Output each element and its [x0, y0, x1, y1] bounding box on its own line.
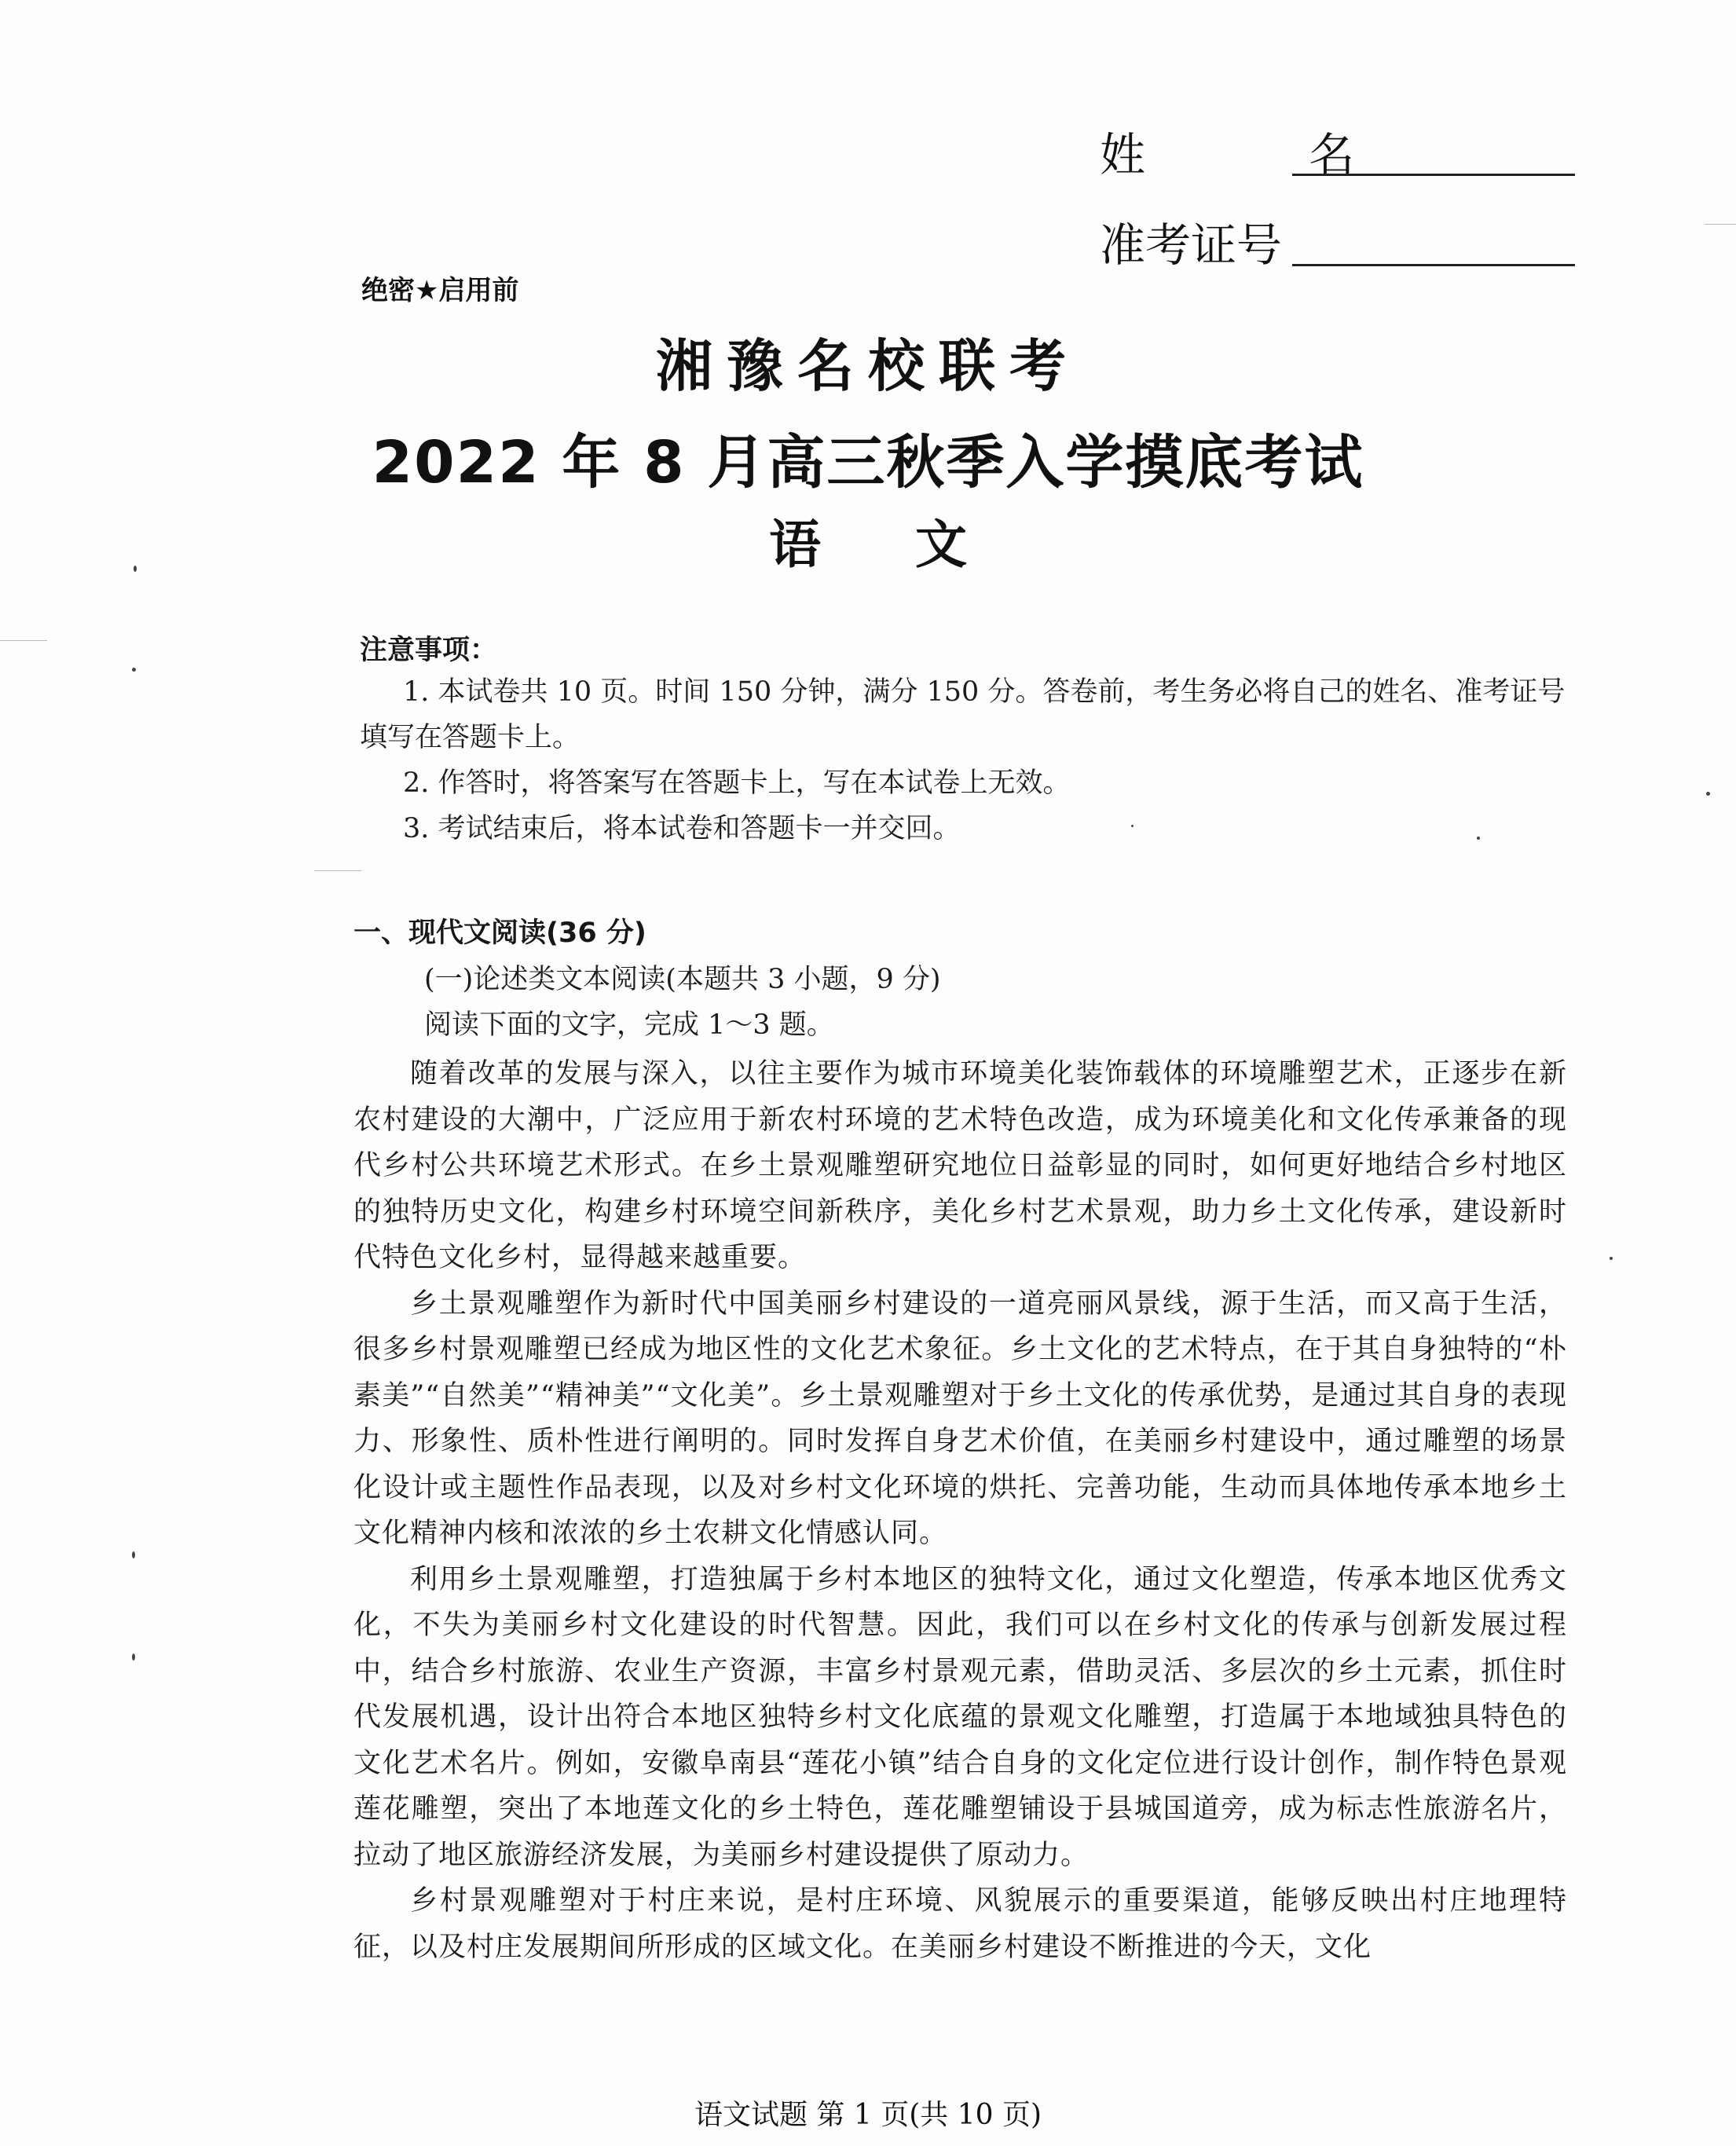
page-footer: 语文试题 第 1 页(共 10 页) — [694, 2099, 1042, 2131]
name-label: 姓 名 — [1100, 128, 1430, 181]
scan-speck — [1706, 792, 1710, 796]
scan-speck — [1610, 1257, 1613, 1260]
passage-paragraph: 随着改革的发展与深入，以往主要作为城市环境美化装饰载体的环境雕塑艺术，正逐步在新农村建设的大潮中，广泛应用于新农村环境的艺术特色改造，成为环境美化和文化传承兼备的现代乡村公共环境艺术形式。在乡土景观雕塑研究地位日益彰显的同时，如何更好地结合乡村地区的独特历史文化，构建乡村环境空间新秩序，美化乡村艺术景观，助力乡土文化传承，建设新时代特色文化乡村，显得越来越重要。 — [353, 1058, 1567, 1273]
note-item: 3. 考试结束后，将本试卷和答题卡一并交回。 — [403, 813, 961, 844]
scan-speck — [132, 1653, 135, 1661]
exam-title: 2022 年 8 月高三秋季入学摸底考试 — [372, 429, 1364, 496]
confidential-mark: 绝密★启用前 — [361, 275, 519, 306]
subject-title: 语文 — [769, 515, 1061, 575]
section-subheadings — [424, 957, 941, 1048]
exam-id-field — [1100, 208, 1575, 274]
exam-union-title: 湘豫名校联考 — [655, 333, 1080, 399]
notes-list — [360, 669, 1569, 851]
reading-instruction: 阅读下面的文字，完成 1～3 题。 — [424, 1009, 834, 1041]
notes-heading: 注意事项： — [360, 635, 498, 666]
name-field — [1100, 118, 1575, 184]
section-heading: 一、现代文阅读(36 分) — [353, 917, 646, 949]
scan-speck — [1477, 837, 1480, 840]
scan-speck — [132, 668, 136, 672]
sub-heading: (一)论述类文本阅读(本题共 3 小题，9 分) — [424, 964, 941, 995]
scan-edge-mark — [0, 640, 47, 641]
exam-id-blank-line — [1292, 264, 1575, 266]
scan-speck — [1131, 825, 1134, 827]
passage-paragraph: 乡村景观雕塑对于村庄来说，是村庄环境、风貌展示的重要渠道，能够反映出村庄地理特征，以及村庄发展期间所形成的区域文化。在美丽乡村建设不断推进的今天，文化 — [353, 1885, 1567, 1963]
scan-edge-mark — [1705, 224, 1736, 225]
reading-passage — [353, 1051, 1567, 1970]
scan-edge-mark — [314, 870, 361, 871]
exam-id-label: 准考证号 — [1100, 218, 1283, 272]
name-blank-line — [1292, 174, 1575, 176]
scan-speck — [134, 566, 137, 572]
scan-speck — [132, 1551, 135, 1558]
passage-paragraph: 利用乡土景观雕塑，打造独属于乡村本地区的独特文化，通过文化塑造，传承本地区优秀文化，不失为美丽乡村文化建设的时代智慧。因此，我们可以在乡村文化的传承与创新发展过程中，结合乡村旅游、农业生产资源，丰富乡村景观元素，借助灵活、多层次的乡土元素，抓住时代发展机遇，设计出符合本地区独特乡村文化底蕴的景观文化雕塑，打造属于本地域独具特色的文化艺术名片。例如，安徽阜南县“莲花小镇”结合自身的文化定位进行设计创作，制作特色景观莲花雕塑，突出了本地莲文化的乡土特色，莲花雕塑铺设于县城国道旁，成为标志性旅游名片，拉动了地区旅游经济发展，为美丽乡村建设提供了原动力。 — [353, 1563, 1567, 1871]
note-item: 1. 本试卷共 10 页。时间 150 分钟，满分 150 分。答卷前，考生务必将自己的姓名、准考证号填写在答题卡上。 — [360, 676, 1566, 753]
note-item: 2. 作答时，将答案写在答题卡上，写在本试卷上无效。 — [403, 767, 1071, 799]
passage-paragraph: 乡土景观雕塑作为新时代中国美丽乡村建设的一道亮丽风景线，源于生活，而又高于生活，很多乡村景观雕塑已经成为地区性的文化艺术象征。乡土文化的艺术特点，在于其自身独特的“朴素美”“自然美”“精神美”“文化美”。乡土景观雕塑对于乡土文化的传承优势，是通过其自身的表现力、形象性、质朴性进行阐明的。同时发挥自身艺术价值，在美丽乡村建设中，通过雕塑的场景化设计或主题性作品表现，以及对乡村文化环境的烘托、完善功能，生动而具体地传承本地乡土文化精神内核和浓浓的乡土农耕文化情感认同。 — [353, 1287, 1567, 1549]
